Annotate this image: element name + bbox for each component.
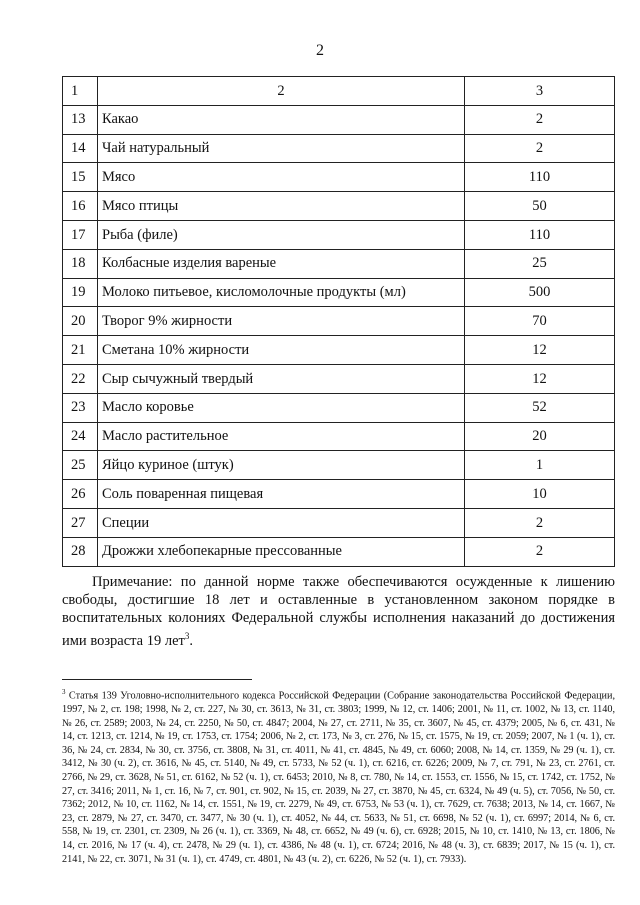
norm-value-cell: 110 xyxy=(465,220,615,249)
product-name-cell: Чай натуральный xyxy=(98,134,465,163)
header-cell-name: 2 xyxy=(98,77,465,106)
footnote-divider xyxy=(62,679,252,680)
norm-value-cell: 25 xyxy=(465,249,615,278)
product-name-cell: Соль поваренная пищевая xyxy=(98,480,465,509)
product-name-cell: Какао xyxy=(98,105,465,134)
product-name-cell: Масло коровье xyxy=(98,393,465,422)
table-row xyxy=(63,393,615,422)
table-row xyxy=(63,105,615,134)
food-norms-table xyxy=(62,76,615,567)
table-header-row xyxy=(63,77,615,106)
note-text: Примечание: по данной норме также обеспечиваются осужденные к лишению свободы, достигшие 18 лет и оставленные в установленном законом порядке в воспитательных колониях Федеральной службы исполнения наказаний до достижения ими возраста 19 лет xyxy=(62,574,615,649)
table-row xyxy=(63,278,615,307)
table-row xyxy=(63,220,615,249)
footnote-text: Статья 139 Уголовно-исполнительного кодекса Российской Федерации (Собрание законодательства Российской Федерации, 1997, № 2, ст. 198; 1998, № 2, ст. 227, № 30, ст. 3613, № 31, ст. 3803; 1999, № 12, ст. 1406; 2001, № 11, ст. 1002, № 13, ст. 1140, № 26, ст. 2589; 2003, № 24, ст. 2250, № 50, ст. 4847; 2004, № 27, ст. 2711, № 35, ст. 3607, № 45, ст. 4379; 2005, № 6, ст. 431, № 14, ст. 1213, ст. 1214, № 19, ст. 1753, ст. 1754; 2006, № 2, ст. 173, № 3, ст. 276, № 15, ст. 1575, № 19, ст. 2059; 2007, № 1 (ч. 1), ст. 36, № 24, ст. 2834, № 30, ст. 3756, ст. 3808, № 31, ст. 4011, № 41, ст. 4845, № 49, ст. 6060; 2008, № 14, ст. 1359, № 29 (ч. 1), ст. 3412, № 30 (ч. 2), ст. 3616, № 45, ст. 5140, № 49, ст. 5733, № 52 (ч. 1), ст. 6216, ст. 6226; 2009, № 7, ст. 791, № 23, ст. 2761, ст. 2766, № 29, ст. 3628, № 51, ст. 6162, № 52 (ч. 1), ст. 6453; 2010, № 8, ст. 780, № 14, ст. 1553, ст. 1556, № 15, ст. 1742, ст. 1752, № 27, ст. 3416; 2011, № 1, ст. 16, № 7, ст. 901, ст. 902, № 15, ст. 2039, № 27, ст. 3870, № 45, ст. 6324, № 49 (ч. 5), ст. 7056, № 50, ст. 7362; 2012, № 10, ст. 1162, № 14, ст. 1551, № 19, ст. 2279, № 49, ст. 6753, № 53 (ч. 1), ст. 7629, ст. 7638; 2013, № 14, ст. 1667, № 23, ст. 2879, № 27, ст. 3470, ст. 3477, № 30 (ч. 1), ст. 4052, № 44, ст. 5633, № 51, ст. 6698, № 52 (ч. 1), ст. 6997; 2014, № 6, ст. 558, № 19, ст. 2301, ст. 2309, № 26 (ч. 1), ст. 3369, № 48, ст. 6652, № 49 (ч. 6), ст. 6928; 2015, № 10, ст. 1410, № 13, ст. 1806, № 14, ст. 2016, № 17 (ч. 4), ст. 2478, № 29 (ч. 1), ст. 4386, № 48 (ч. 1), ст. 6724; 2016, № 48 (ч. 3), ст. 6839; 2017, № 15 (ч. 1), ст. 2141, № 22, ст. 3071, № 31 (ч. 1), ст. 4749, ст. 4801, № 43 (ч. 2), ст. 6226, № 52 (ч. 1), ст. 7933). xyxy=(62,690,616,865)
product-name-cell: Дрожжи хлебопекарные прессованные xyxy=(98,537,465,566)
row-number-cell: 27 xyxy=(63,508,98,537)
row-number-cell: 24 xyxy=(63,422,98,451)
footnote xyxy=(62,686,615,866)
norm-value-cell: 52 xyxy=(465,393,615,422)
norm-value-cell: 12 xyxy=(465,336,615,365)
product-name-cell: Сыр сычужный твердый xyxy=(98,364,465,393)
header-cell-value: 3 xyxy=(465,77,615,106)
product-name-cell: Колбасные изделия вареные xyxy=(98,249,465,278)
row-number-cell: 26 xyxy=(63,480,98,509)
header-cell-number: 1 xyxy=(63,77,98,106)
table-row xyxy=(63,336,615,365)
row-number-cell: 23 xyxy=(63,393,98,422)
product-name-cell: Рыба (филе) xyxy=(98,220,465,249)
row-number-cell: 14 xyxy=(63,134,98,163)
row-number-cell: 28 xyxy=(63,537,98,566)
norm-value-cell: 2 xyxy=(465,508,615,537)
row-number-cell: 17 xyxy=(63,220,98,249)
product-name-cell: Мясо птицы xyxy=(98,192,465,221)
row-number-cell: 13 xyxy=(63,105,98,134)
row-number-cell: 25 xyxy=(63,451,98,480)
table-row xyxy=(63,163,615,192)
norm-value-cell: 50 xyxy=(465,192,615,221)
product-name-cell: Молоко питьевое, кисломолочные продукты (мл) xyxy=(98,278,465,307)
norm-value-cell: 12 xyxy=(465,364,615,393)
product-name-cell: Мясо xyxy=(98,163,465,192)
table-row xyxy=(63,422,615,451)
norm-value-cell: 500 xyxy=(465,278,615,307)
norm-value-cell: 110 xyxy=(465,163,615,192)
row-number-cell: 18 xyxy=(63,249,98,278)
table-row xyxy=(63,192,615,221)
product-name-cell: Специи xyxy=(98,508,465,537)
row-number-cell: 20 xyxy=(63,307,98,336)
table-row xyxy=(63,307,615,336)
row-number-cell: 21 xyxy=(63,336,98,365)
footnote-reference: 3 xyxy=(184,631,190,641)
table-body xyxy=(63,77,615,567)
table-row xyxy=(63,480,615,509)
product-name-cell: Сметана 10% жирности xyxy=(98,336,465,365)
row-number-cell: 16 xyxy=(63,192,98,221)
product-name-cell: Масло растительное xyxy=(98,422,465,451)
product-name-cell: Творог 9% жирности xyxy=(98,307,465,336)
norm-value-cell: 20 xyxy=(465,422,615,451)
norm-value-cell: 10 xyxy=(465,480,615,509)
table-row xyxy=(63,249,615,278)
product-name-cell: Яйцо куриное (штук) xyxy=(98,451,465,480)
norm-value-cell: 2 xyxy=(465,537,615,566)
row-number-cell: 15 xyxy=(63,163,98,192)
norm-value-cell: 2 xyxy=(465,105,615,134)
norm-value-cell: 70 xyxy=(465,307,615,336)
table-row xyxy=(63,508,615,537)
table-row xyxy=(63,537,615,566)
row-number-cell: 22 xyxy=(63,364,98,393)
note-paragraph xyxy=(62,573,615,650)
table-row xyxy=(63,364,615,393)
table-row xyxy=(63,451,615,480)
row-number-cell: 19 xyxy=(63,278,98,307)
norm-value-cell: 1 xyxy=(465,451,615,480)
note-tail: . xyxy=(189,632,193,649)
table-row xyxy=(63,134,615,163)
page-number: 2 xyxy=(316,42,324,59)
footnote-marker: 3 xyxy=(62,688,66,696)
norm-value-cell: 2 xyxy=(465,134,615,163)
